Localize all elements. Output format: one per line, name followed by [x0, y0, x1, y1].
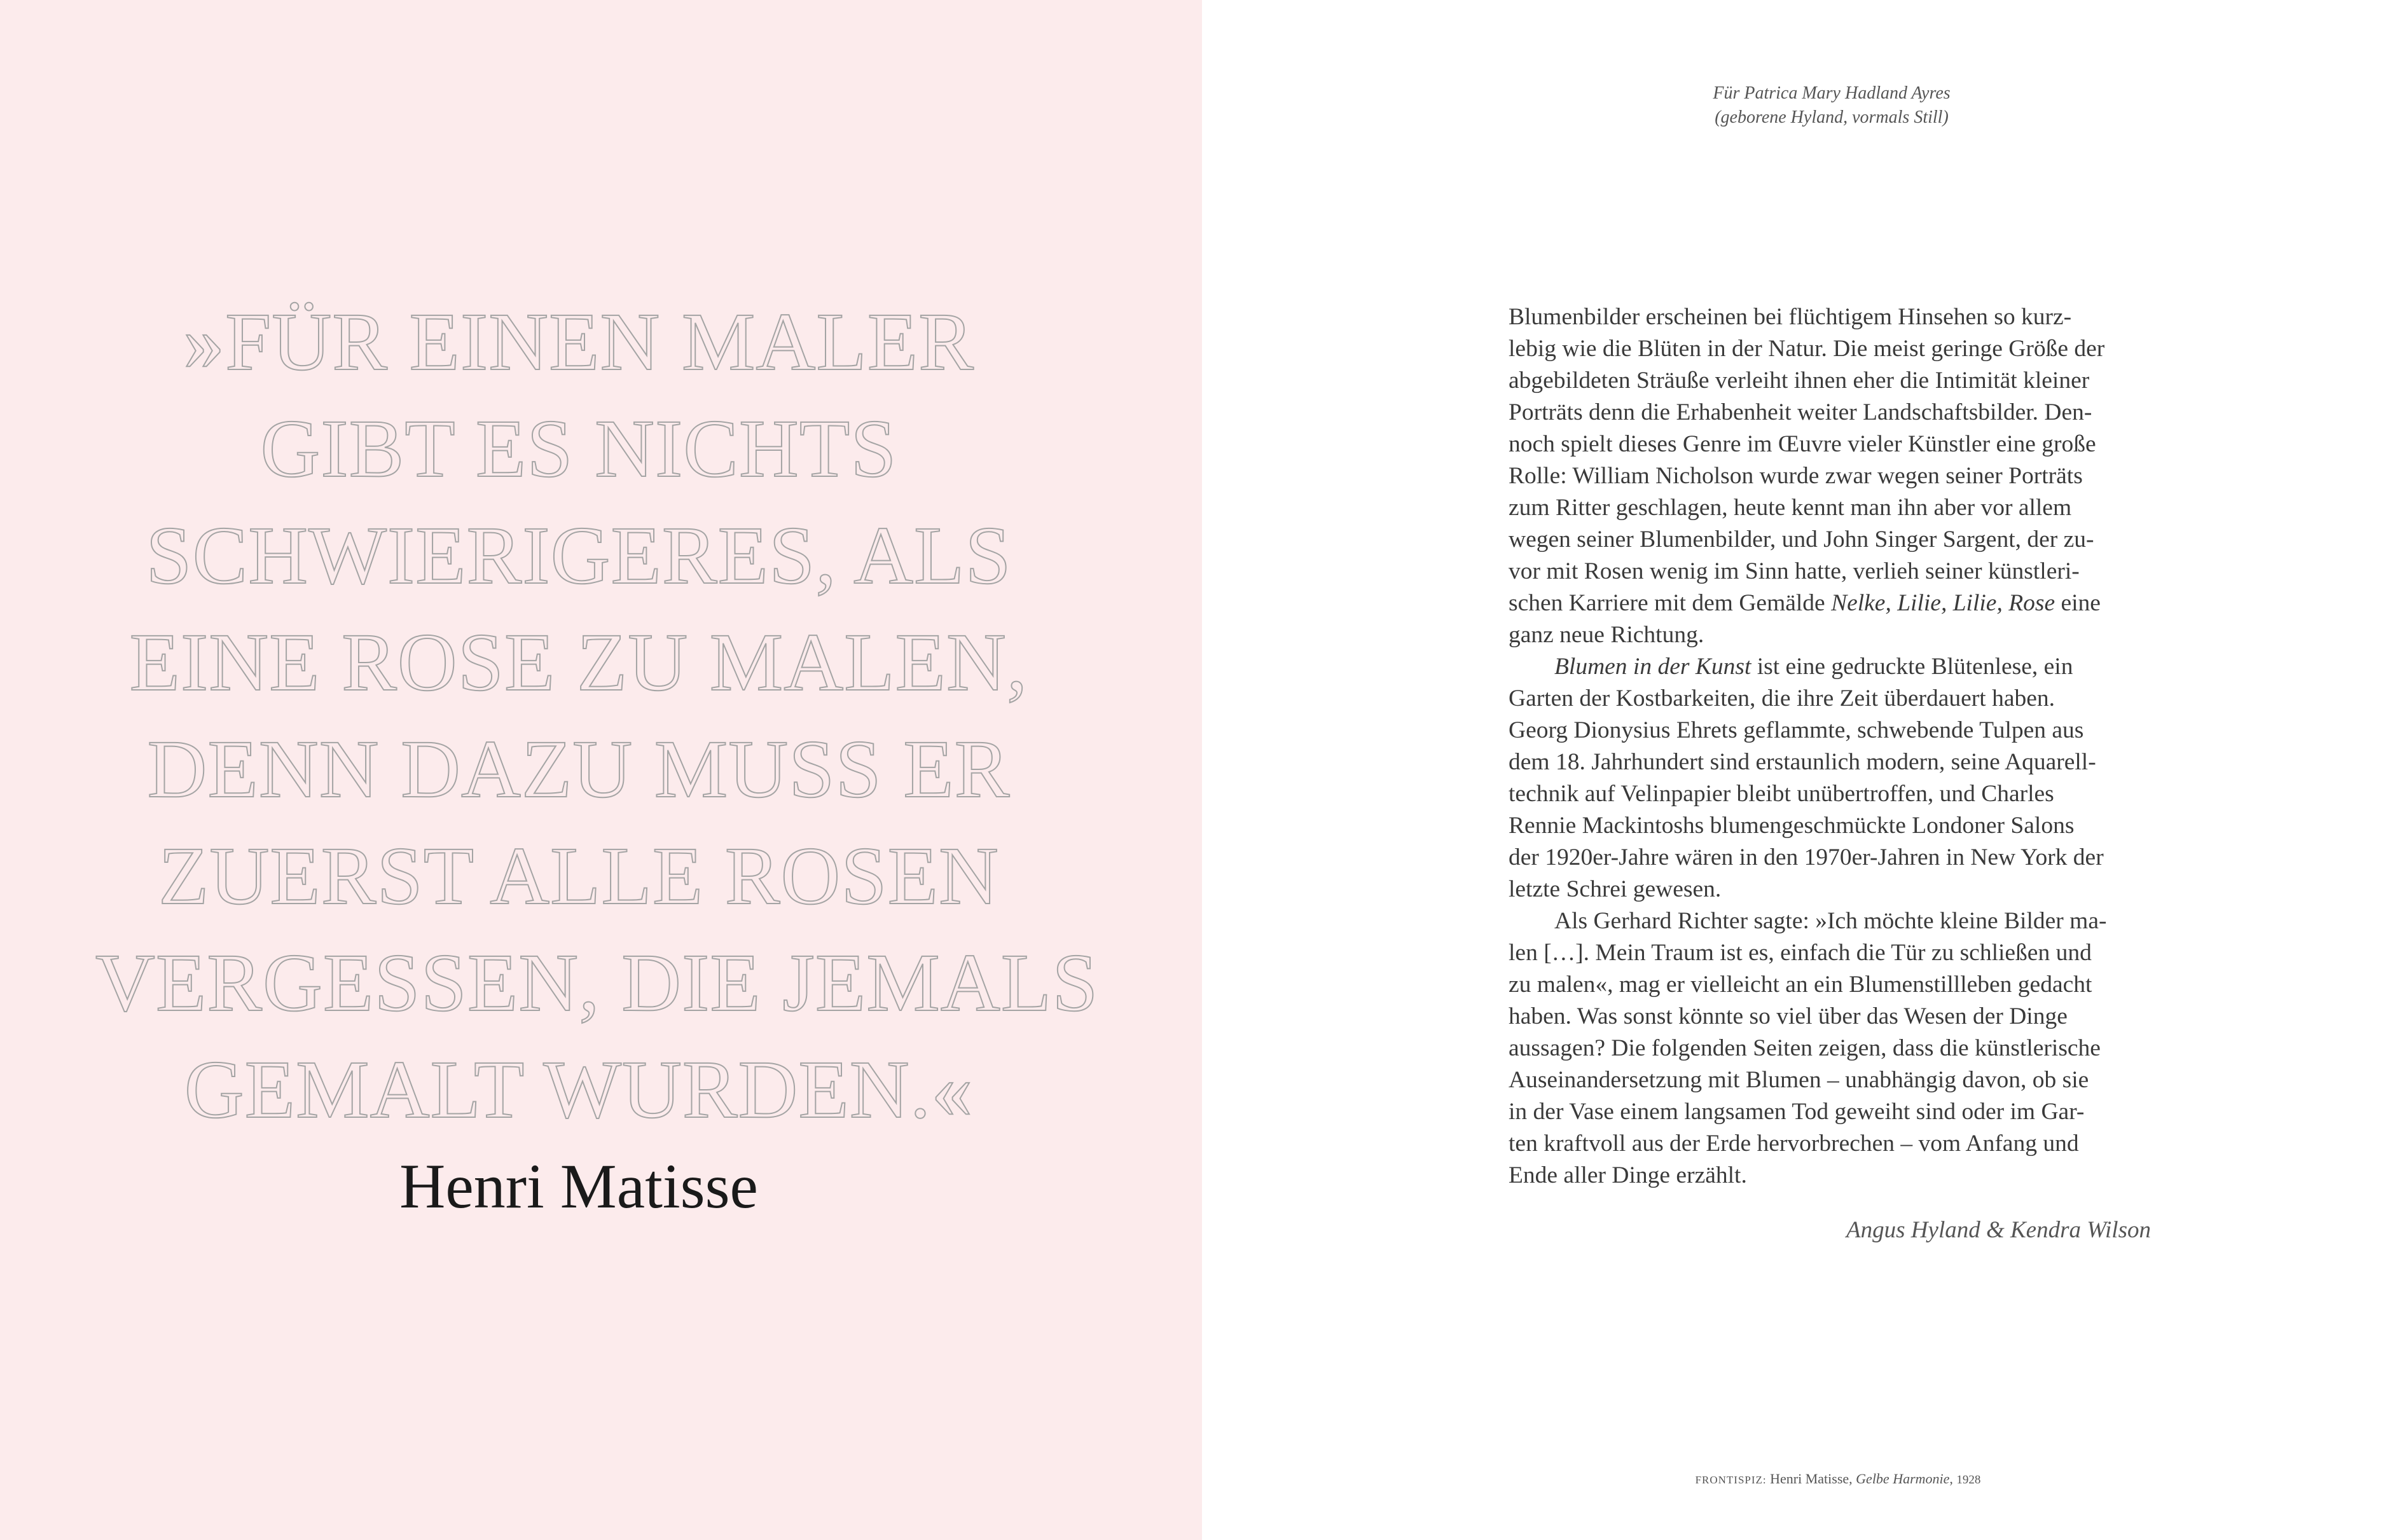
quote-line: »FÜR EINEN MALER	[183, 296, 974, 388]
quote-line: VERGESSEN, DIE JEMALS	[95, 937, 1099, 1029]
text-run: der 1920er-Jahre wären in den 1970er-Jahren in New York der	[1509, 844, 2104, 870]
body-line	[1509, 1096, 2176, 1128]
caption-artist: Henri Matisse,	[1770, 1471, 1853, 1487]
body-line	[1509, 715, 2176, 746]
text-run: vor mit Rosen wenig im Sinn hatte, verlieh seiner künstleri-	[1509, 558, 2080, 584]
body-line	[1509, 588, 2176, 619]
body-line	[1509, 810, 2176, 842]
quote-line: DENN DAZU MUSS ER	[147, 724, 1011, 815]
body-line	[1509, 365, 2176, 397]
text-run: dem 18. Jahrhundert sind erstaunlich modern, seine Aquarell-	[1509, 749, 2096, 775]
body-line	[1509, 905, 2176, 937]
quote-line: ZUERST ALLE ROSEN	[158, 830, 999, 922]
text-run: lebig wie die Blüten in der Natur. Die meist geringe Größe der	[1509, 336, 2105, 362]
text-run: in der Vase einem langsamen Tod geweiht sind oder im Gar-	[1509, 1099, 2085, 1125]
body-line	[1509, 619, 2176, 651]
dedication	[1673, 81, 1991, 130]
pull-quote	[95, 289, 1099, 1143]
body-line	[1509, 1033, 2176, 1064]
body-line	[1509, 651, 2176, 683]
body-line	[1509, 301, 2176, 333]
body-line	[1509, 1160, 2176, 1192]
body-line	[1509, 397, 2176, 429]
quote-line: GEMALT WURDEN.«	[184, 1044, 974, 1136]
body-line	[1509, 1128, 2176, 1160]
text-run: Georg Dionysius Ehrets geflammte, schwebende Tulpen aus	[1509, 717, 2084, 743]
body-line	[1509, 874, 2176, 905]
right-page	[1202, 0, 2404, 1540]
italic-title: Blumen in der Kunst	[1554, 654, 1751, 680]
body-line	[1509, 1001, 2176, 1033]
text-run: abgebildeten Sträuße verleiht ihnen eher die Intimität kleiner	[1509, 368, 2090, 394]
body-line	[1509, 556, 2176, 588]
italic-title: Nelke, Lilie, Lilie, Rose	[1831, 590, 2055, 616]
text-run: Garten der Kostbarkeiten, die ihre Zeit überdauert haben.	[1509, 685, 2055, 712]
text-run: zu malen«, mag er vielleicht an ein Blumenstillleben gedacht	[1509, 972, 2092, 998]
text-run: schen Karriere mit dem Gemälde	[1509, 590, 1832, 616]
text-run: wegen seiner Blumenbilder, und John Singer Sargent, der zu-	[1509, 526, 2094, 553]
dedication-line: Für Patrica Mary Hadland Ayres	[1713, 83, 1951, 103]
text-run: letzte Schrei gewesen.	[1509, 876, 1722, 902]
body-line	[1509, 333, 2176, 365]
body-line	[1509, 492, 2176, 524]
body-line	[1509, 842, 2176, 874]
text-run: Als Gerhard Richter sagte: »Ich möchte kleine Bilder ma-	[1554, 908, 2107, 934]
text-run: len […]. Mein Traum ist es, einfach die Tür zu schließen und	[1509, 940, 2092, 966]
text-run: aussagen? Die folgenden Seiten zeigen, dass die künstlerische	[1509, 1035, 2101, 1061]
text-run: ganz neue Richtung.	[1509, 622, 1704, 648]
text-run: ist eine gedruckte Blütenlese, ein	[1751, 654, 2073, 680]
quote-line: EINE ROSE ZU MALEN,	[129, 617, 1028, 708]
text-run: Rolle: William Nicholson wurde zwar wegen seiner Porträts	[1509, 463, 2083, 489]
author-signature: Angus Hyland & Kendra Wilson	[1846, 1217, 2151, 1243]
caption-work-title: Gelbe Harmonie	[1856, 1471, 1950, 1487]
text-run: Ende aller Dinge erzählt.	[1509, 1162, 1747, 1188]
text-run: noch spielt dieses Genre im Œuvre vieler Künstler eine große	[1509, 431, 2096, 457]
quote-line: SCHWIERIGERES, ALS	[146, 510, 1012, 602]
frontispiece-caption: FRONTISPIZ: Henri Matisse, Gelbe Harmonie, 1928	[1695, 1471, 1981, 1487]
quote-line: GIBT ES NICHTS	[260, 403, 897, 495]
text-run: zum Ritter geschlagen, heute kennt man ihn aber vor allem	[1509, 495, 2072, 521]
body-line	[1509, 778, 2176, 810]
text-run: eine	[2055, 590, 2101, 616]
caption-label: FRONTISPIZ:	[1695, 1474, 1767, 1486]
body-line	[1509, 683, 2176, 715]
text-run: technik auf Velinpapier bleibt unübertroffen, und Charles	[1509, 781, 2054, 807]
body-line	[1509, 429, 2176, 460]
text-run: Blumenbilder erscheinen bei flüchtigem Hinsehen so kurz-	[1509, 304, 2072, 330]
body-line	[1509, 1064, 2176, 1096]
quote-author: Henri Matisse	[399, 1151, 758, 1221]
body-line	[1509, 937, 2176, 969]
text-run: Auseinandersetzung mit Blumen – unabhängig davon, ob sie	[1509, 1067, 2089, 1093]
body-line	[1509, 969, 2176, 1001]
body-line	[1509, 524, 2176, 556]
text-run: ten kraftvoll aus der Erde hervorbrechen – vom Anfang und	[1509, 1131, 2079, 1157]
text-run: Rennie Mackintoshs blumengeschmückte Londoner Salons	[1509, 813, 2075, 839]
dedication-line: (geborene Hyland, vormals Still)	[1715, 107, 1949, 127]
caption-year: 1928	[1956, 1473, 1981, 1487]
text-run: haben. Was sonst könnte so viel über das Wesen der Dinge	[1509, 1003, 2068, 1029]
text-run: Porträts denn die Erhabenheit weiter Landschaftsbilder. Den-	[1509, 399, 2092, 425]
introduction-text	[1509, 301, 2176, 1192]
body-line	[1509, 460, 2176, 492]
body-line	[1509, 746, 2176, 778]
